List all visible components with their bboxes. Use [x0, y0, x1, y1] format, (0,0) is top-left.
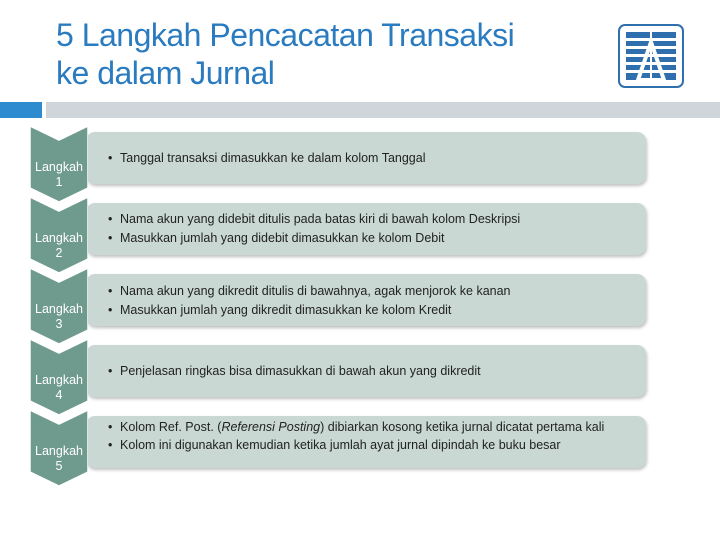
list-item: • Penjelasan ringkas bisa dimasukkan di bawah akun yang dikredit — [108, 363, 632, 379]
slide-title — [56, 16, 576, 92]
title-divider-band — [0, 102, 720, 118]
step-1-label: Langkah 1 — [35, 160, 83, 189]
step-4-label: Langkah 4 — [35, 373, 83, 402]
step-2 — [30, 203, 650, 263]
list-item: • Nama akun yang didebit ditulis pada batas kiri di bawah kolom Deskripsi — [108, 211, 632, 227]
list-item: • Kolom Ref. Post. (Referensi Posting) dibiarkan kosong ketika jurnal dicatat pertama kali — [108, 419, 632, 435]
step-4-content-box — [86, 345, 646, 397]
step-2-content-box — [86, 203, 646, 255]
slide-title-line-2: ke dalam Jurnal — [56, 55, 275, 91]
list-item: • Tanggal transaksi dimasukkan ke dalam kolom Tanggal — [108, 150, 632, 166]
step-5-label: Langkah 5 — [35, 444, 83, 473]
step-5-bullets — [108, 419, 632, 455]
step-3-bullets — [108, 283, 632, 321]
list-item: • Nama akun yang dikredit ditulis di bawahnya, agak menjorok ke kanan — [108, 283, 632, 299]
list-item: • Kolom ini digunakan kemudian ketika jumlah ayat jurnal dipindah ke buku besar — [108, 437, 632, 453]
step-1-content-box — [86, 132, 646, 184]
step-3-label: Langkah 3 — [35, 302, 83, 331]
step-5 — [30, 416, 650, 476]
divider-bar — [46, 102, 720, 118]
step-1 — [30, 132, 650, 192]
step-2-bullets — [108, 211, 632, 249]
step-3-content-box — [86, 274, 646, 326]
pyramid-stripes-logo-icon — [618, 24, 684, 88]
slide-title-line-1: 5 Langkah Pencacatan Transaksi — [56, 17, 515, 53]
step-1-bullets — [108, 150, 632, 169]
list-item: • Masukkan jumlah yang didebit dimasukkan ke kolom Debit — [108, 230, 632, 246]
step-5-content-box — [86, 416, 646, 468]
step-4 — [30, 345, 650, 405]
list-item: • Masukkan jumlah yang dikredit dimasukkan ke kolom Kredit — [108, 302, 632, 318]
step-2-label: Langkah 2 — [35, 231, 83, 260]
step-3 — [30, 274, 650, 334]
divider-accent-block — [0, 102, 42, 118]
step-4-bullets — [108, 363, 632, 382]
